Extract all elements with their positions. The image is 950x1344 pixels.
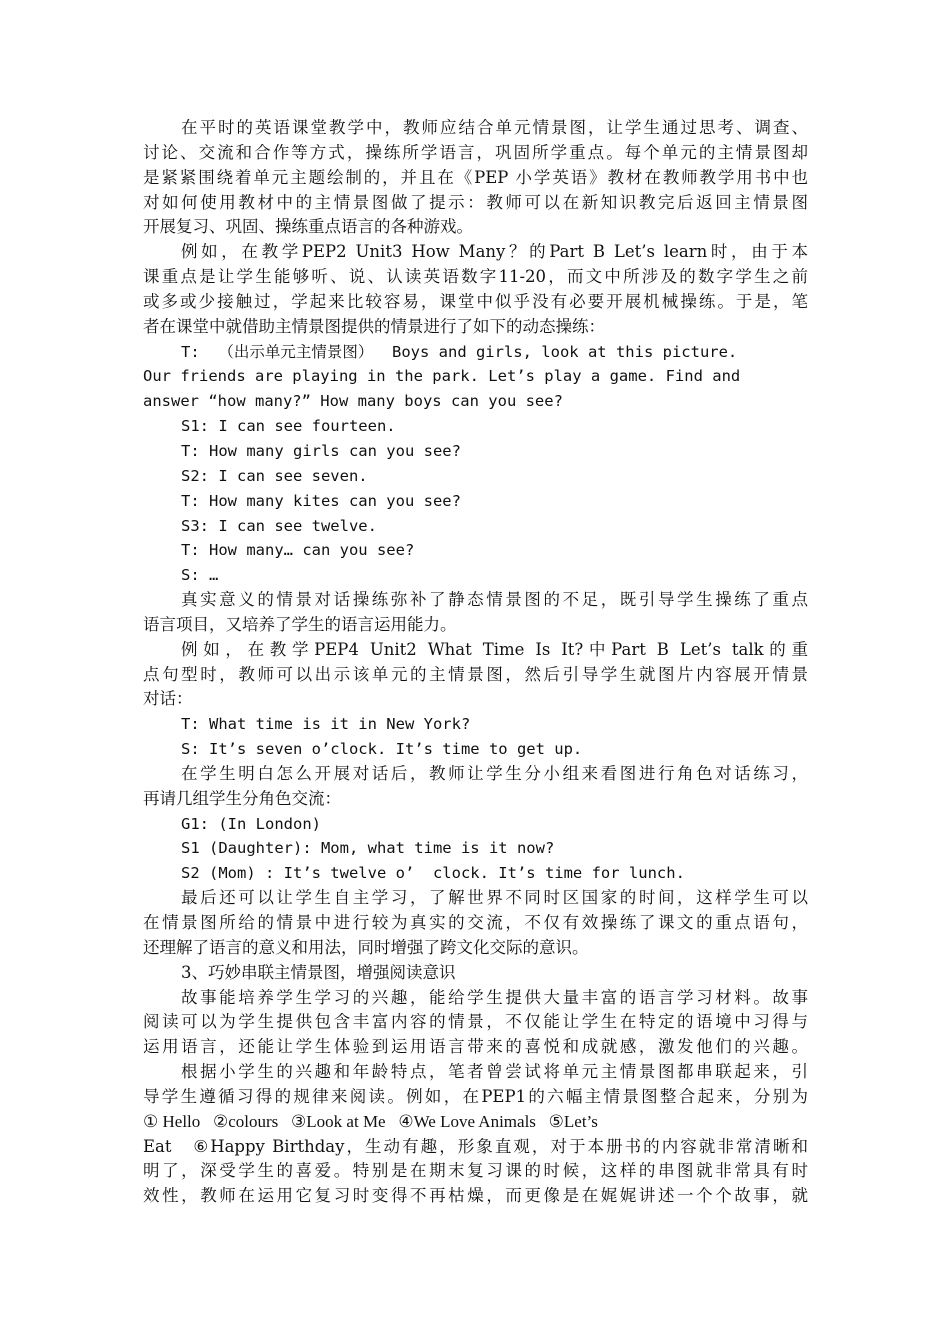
text-line: 开展复习、巩固、操练重点语言的各种游戏。 bbox=[143, 217, 473, 237]
text-line: 者在课堂中就借助主情景图提供的情景进行了如下的动态操练： bbox=[143, 316, 605, 336]
document-page bbox=[143, 116, 808, 1209]
text-line: 在学生明白怎么开展对话后，教师让学生分小组来看图进行角色对话练习， bbox=[181, 763, 808, 783]
text-line: 真实意义的情景对话操练弥补了静态情景图的不足，既引导学生操练了重点 bbox=[181, 590, 808, 610]
dialogue-line: G1: (In London) bbox=[181, 814, 321, 833]
dialogue-line: S1 (Daughter): Mom, what time is it now? bbox=[181, 839, 555, 858]
dialogue-line: T: How many kites can you see? bbox=[181, 491, 461, 510]
text-line: 点句型时，教师可以出示该单元的主情景图，然后引导学生就图片内容展开情景 bbox=[143, 664, 808, 684]
text-line: 最后还可以让学生自主学习，了解世界不同时区国家的时间，这样学生可以 bbox=[181, 888, 808, 908]
dialogue-line: S: It’s seven o’clock. It’s time to get up. bbox=[181, 740, 583, 759]
text-line: 效性，教师在运用它复习时变得不再枯燥，而更像是在娓娓讲述一个个故事，就 bbox=[143, 1186, 808, 1206]
text-line: 在平时的英语课堂教学中，教师应结合单元情景图，让学生通过思考、调查、 bbox=[181, 118, 808, 137]
text-line: 讨论、交流和合作等方式，操练所学语言，巩固所学重点。每个单元的主情景图却 bbox=[143, 142, 808, 162]
text-line: 阅读可以为学生提供包含丰富内容的情景，不仅能让学生在特定的语境中习得与 bbox=[143, 1012, 808, 1032]
dialogue-line: S2 (Mom) : It’s twelve o’ clock. It’s time for lunch. bbox=[181, 864, 685, 883]
text-line: 还理解了语言的意义和用法，同时增强了跨文化交际的意识。 bbox=[143, 937, 589, 957]
text-line: Eat ⑥Happy Birthday，生动有趣，形象直观，对于本册书的内容就非常清晰和 bbox=[143, 1136, 808, 1156]
text-line: 根据小学生的兴趣和年龄特点，笔者曾尝试将单元主情景图都串联起来，引 bbox=[181, 1062, 808, 1082]
text-line: 再请几组学生分角色交流： bbox=[143, 788, 341, 808]
text-line: 或多或少接触过，学起来比较容易，课堂中似乎没有必要开展机械操练。于是，笔 bbox=[143, 291, 808, 311]
dialogue-line: S: … bbox=[181, 566, 219, 585]
text-line: 导学生遵循习得的规律来阅读。例如，在PEP1的六幅主情景图整合起来，分别为 bbox=[143, 1086, 808, 1106]
dialogue-line: S3: I can see twelve. bbox=[181, 516, 377, 535]
text-line: 是紧紧围绕着单元主题绘制的，并且在《PEP 小学英语》教材在教师教学用书中也 bbox=[143, 167, 808, 187]
unit-list-line: ① Hello ②colours ③Look at Me ④We Love Animals ⑤Let’s bbox=[143, 1111, 598, 1131]
dialogue-line: answer “how many?” How many boys can you see? bbox=[143, 392, 563, 411]
dialogue-line: S2: I can see seven. bbox=[181, 466, 368, 485]
dialogue-line: T: What time is it in New York? bbox=[181, 715, 471, 734]
text-line: 例如，在教学PEP2 Unit3 How Many？的Part B Let’s learn时，由于本 bbox=[181, 242, 808, 262]
dialogue-line: T: How many girls can you see? bbox=[181, 441, 461, 460]
text-line: 语言项目，又培养了学生的语言运用能力。 bbox=[143, 614, 457, 634]
section-heading: 3、巧妙串联主情景图，增强阅读意识 bbox=[181, 962, 456, 982]
dialogue-line: S1: I can see fourteen. bbox=[181, 417, 396, 436]
text-line: 对如何使用教材中的主情景图做了提示：教师可以在新知识教完后返回主情景图 bbox=[143, 192, 808, 212]
text-line: 故事能培养学生学习的兴趣，能给学生提供大量丰富的语言学习材料。故事 bbox=[181, 987, 808, 1007]
text-line: 例如，在教学PEP4 Unit2 What Time Is It?中Part B Let’s talk的重 bbox=[181, 639, 808, 659]
dialogue-line: T: How many… can you see? bbox=[181, 541, 415, 560]
dialogue-line: Our friends are playing in the park. Let’s play a game. Find and bbox=[143, 367, 741, 386]
text-line: 课重点是让学生能够听、说、认读英语数字11-20，而文中所涉及的数字学生之前 bbox=[143, 267, 808, 287]
text-line: 明了，深受学生的喜爱。特别是在期末复习课的时候，这样的串图就非常具有时 bbox=[143, 1161, 808, 1181]
dialogue-line: T: （出示单元主情景图） Boys and girls, look at this picture. bbox=[181, 342, 738, 361]
text-line: 在情景图所给的情景中进行较为真实的交流，不仅有效操练了课文的重点语句， bbox=[143, 913, 808, 932]
text-line: 运用语言，还能让学生体验到运用语言带来的喜悦和成就感，激发他们的兴趣。 bbox=[143, 1037, 808, 1057]
text-line: 对话： bbox=[143, 689, 193, 709]
